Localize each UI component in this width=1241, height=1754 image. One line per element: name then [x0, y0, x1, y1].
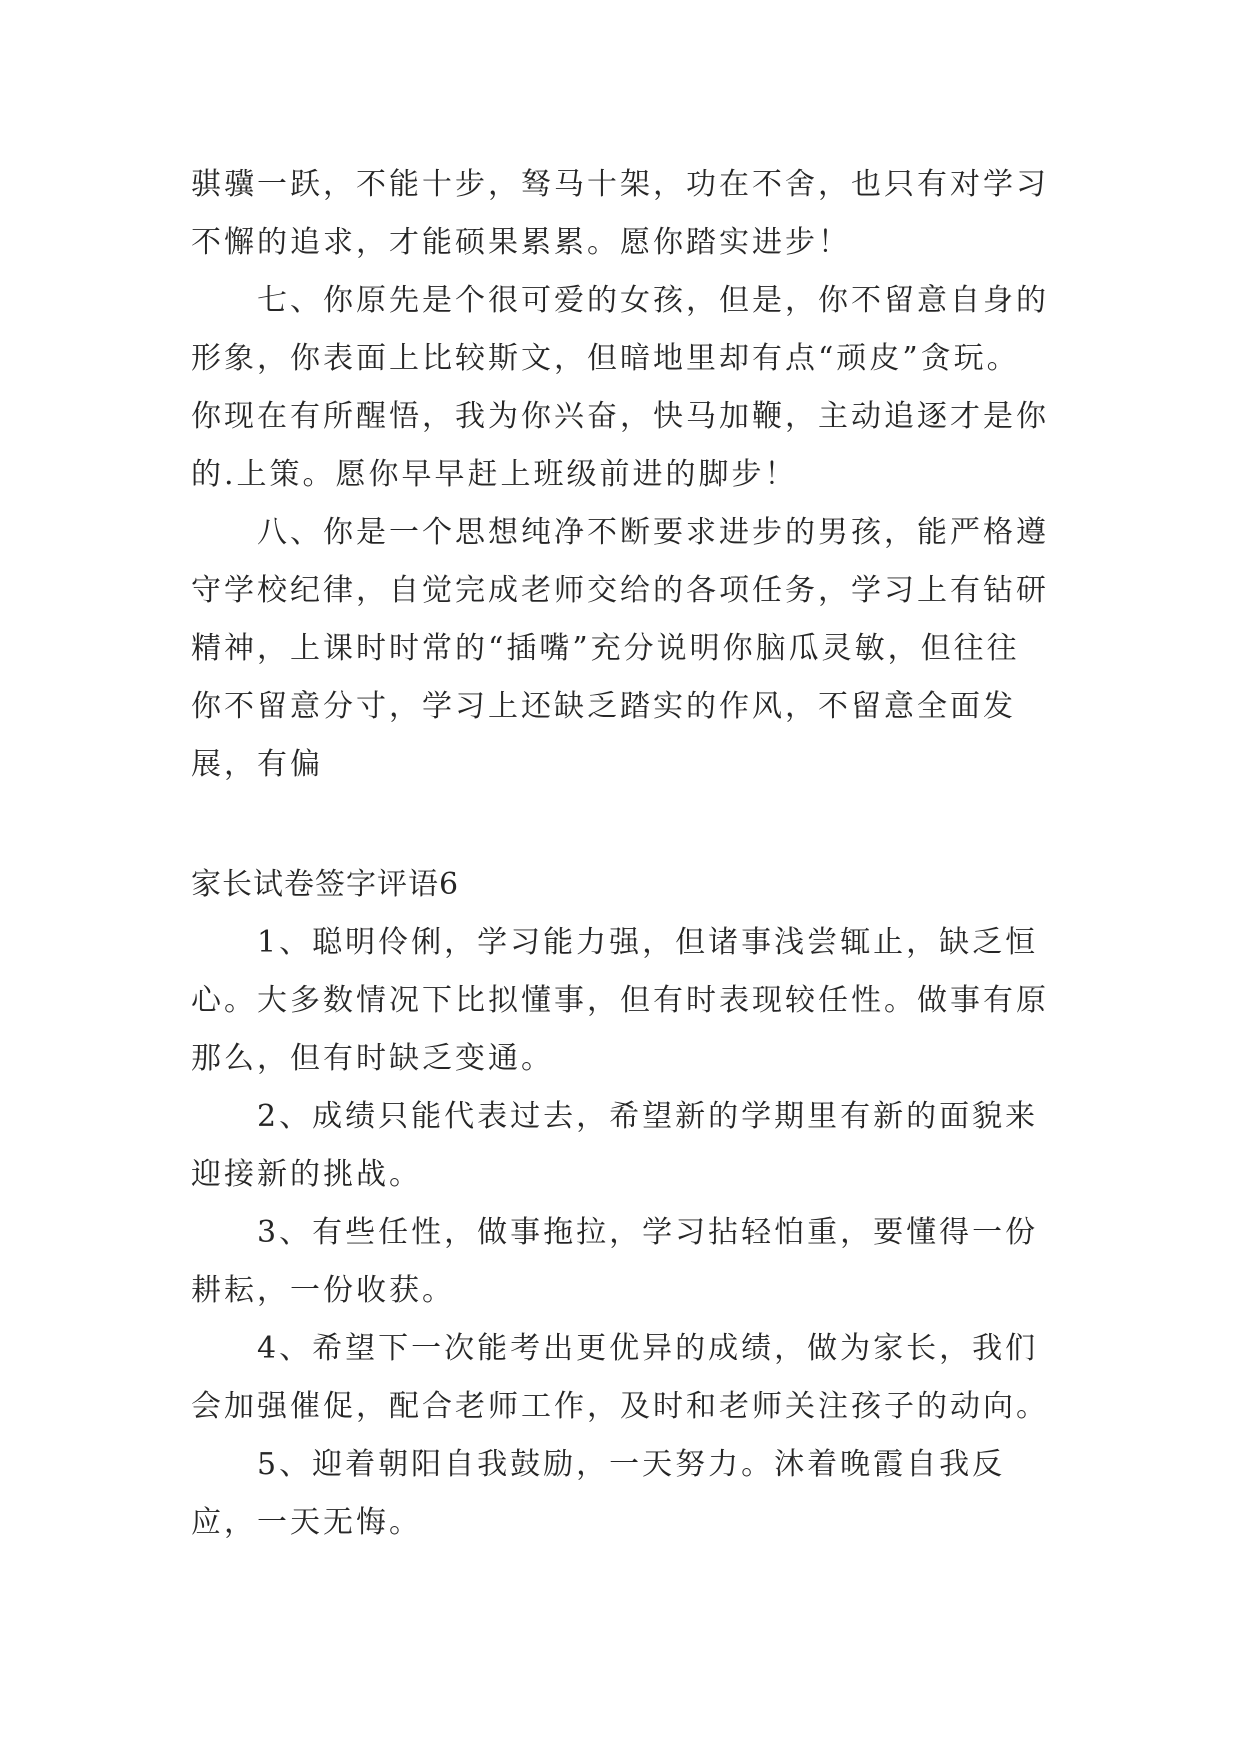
paragraph-comment-4: 4、希望下一次能考出更优异的成绩，做为家长，我们会加强催促，配合老师工作，及时和老师关注孩子的动向。 [191, 1331, 1049, 1424]
top-text-block [191, 156, 1051, 794]
section-title: 家长试卷签字评语6 [191, 867, 460, 902]
paragraph-item-8: 八、你是一个思想纯净不断要求进步的男孩，能严格遵守学校纪律，自觉完成老师交给的各项任务，学习上有钻研精神，上课时时常的“插嘴”充分说明你脑瓜灵敏，但往往你不留意分寸，学习上还缺乏踏实的作风，不留意全面发展，有偏 [191, 515, 1049, 782]
paragraph-comment-3: 3、有些任性，做事拖拉，学习拈轻怕重，要懂得一份耕耘，一份收获。 [191, 1215, 1039, 1308]
paragraph-item-7: 七、你原先是个很可爱的女孩，但是，你不留意自身的形象，你表面上比较斯文，但暗地里却有点“顽皮”贪玩。你现在有所醒悟，我为你兴奋，快马加鞭，主动追逐才是你的.上策。愿你早早赶上班级前进的脚步！ [191, 283, 1049, 492]
paragraph-continuation: 骐骥一跃，不能十步，驽马十架，功在不舍，也只有对学习不懈的追求，才能硕果累累。愿你踏实进步！ [191, 167, 1049, 260]
paragraph-comment-2: 2、成绩只能代表过去，希望新的学期里有新的面貌来迎接新的挑战。 [191, 1099, 1039, 1192]
bottom-text-block [191, 914, 1051, 1552]
paragraph-comment-1: 1、聪明伶俐，学习能力强，但诸事浅尝辄止，缺乏恒心。大多数情况下比拟懂事，但有时表现较任性。做事有原那么，但有时缺乏变通。 [191, 925, 1049, 1076]
paragraph-comment-5: 5、迎着朝阳自我鼓励，一天努力。沐着晚霞自我反应，一天无悔。 [191, 1447, 1006, 1540]
